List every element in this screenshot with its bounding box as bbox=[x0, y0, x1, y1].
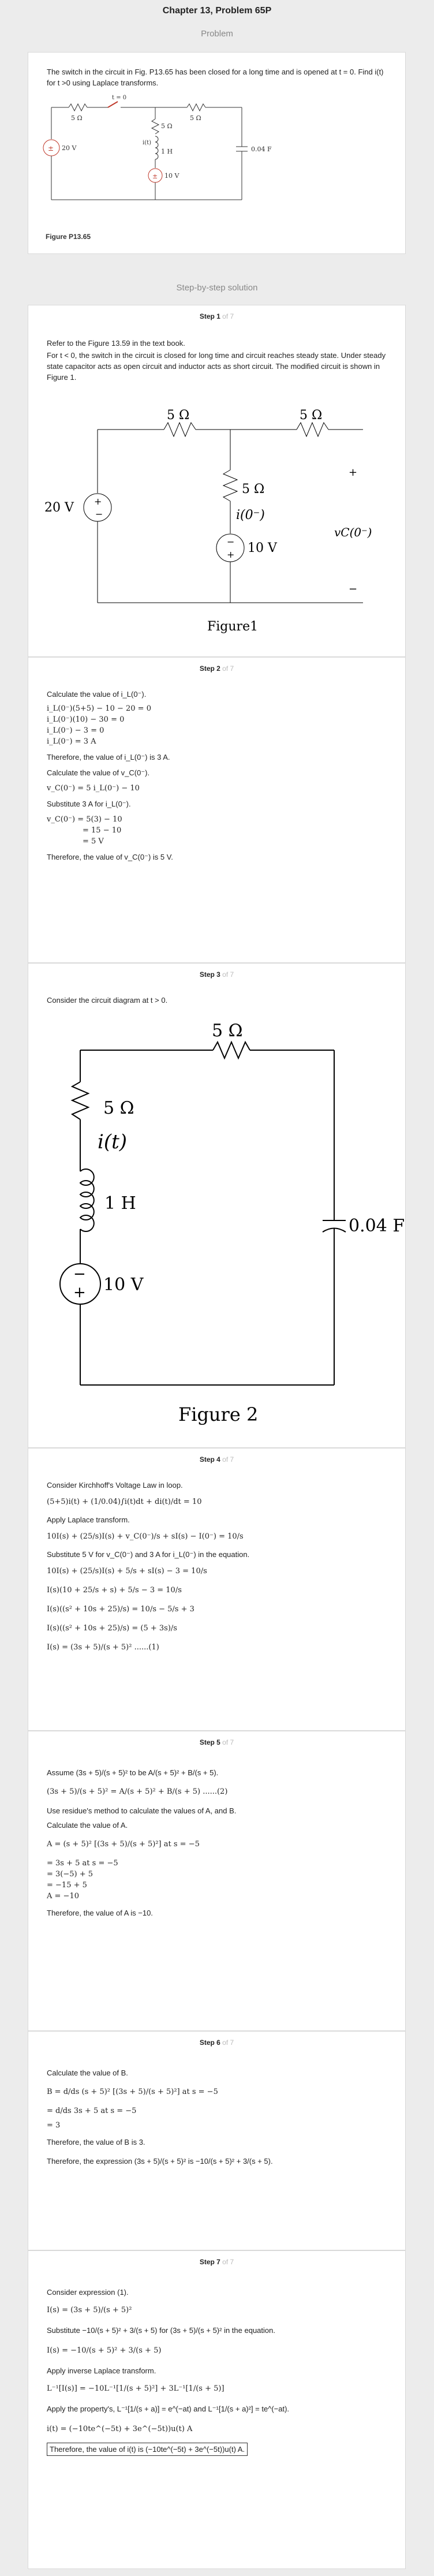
figure-label: Figure P13.65 bbox=[46, 233, 91, 241]
step-4-line: I(s)((s² + 10s + 25)/s) = 10/s − 5/s + 3 bbox=[47, 1605, 194, 1614]
step-4-line: Apply Laplace transform. bbox=[47, 1515, 130, 1524]
step-5-line: Use residue's method to calculate the values of A, and B. bbox=[47, 1806, 237, 1815]
fig2-it: i(t) bbox=[98, 1130, 128, 1153]
step-4-line: I(s)((s² + 10s + 25)/s) = (5 + 3s)/s bbox=[47, 1624, 177, 1633]
fig1-r1: 5 Ω bbox=[167, 408, 190, 423]
step-card-1 bbox=[28, 305, 406, 657]
src-label: 20 V bbox=[62, 144, 77, 152]
r3-label: 5 Ω bbox=[161, 122, 173, 130]
r2-label: 5 Ω bbox=[190, 114, 201, 122]
step-1-line: For t < 0, the switch in the circuit is closed for long time and circuit reaches steady state. Under steady state capacitor acts as open circuit and inductor acts as short circuit. The modified circuit is shown in Figure 1. bbox=[47, 351, 386, 382]
problem-circuit bbox=[46, 96, 288, 211]
step-4-line: 10I(s) + (25/s)I(s) + v_C(0⁻)/s + sI(s) − I(0⁻) = 10/s bbox=[47, 1532, 244, 1541]
fig2-r2: 5 Ω bbox=[103, 1098, 134, 1118]
step-7-line: i(t) = (−10te^(−5t) + 3e^(−5t))u(t) A bbox=[47, 2425, 193, 2433]
cap-label: 0.04 F bbox=[251, 145, 272, 153]
step-4-line: Substitute 5 V for v_C(0⁻) and 3 A for i_L(0⁻) in the equation. bbox=[47, 1550, 250, 1559]
switch-label: t = 0 bbox=[112, 95, 127, 101]
step-card-4 bbox=[28, 1448, 406, 1731]
step-5-line: A = (s + 5)² [(3s + 5)/(s + 5)²] at s = −5 bbox=[47, 1840, 200, 1849]
figure-2-circuit bbox=[40, 1016, 405, 1431]
step-6-line: Calculate the value of B. bbox=[47, 2069, 128, 2077]
step-6-line: = 3 bbox=[47, 2121, 61, 2130]
step-2-line: Therefore, the value of i_L(0⁻) is 3 A. bbox=[47, 753, 170, 761]
fig1-plus: + bbox=[349, 466, 358, 479]
step-2-line: i_L(0⁻) = 3 A bbox=[47, 737, 96, 746]
fig1-r3: 5 Ω bbox=[242, 482, 265, 496]
step-5-line: Assume (3s + 5)/(s + 5)² to be A/(s + 5)² + B/(s + 5). bbox=[47, 1768, 219, 1777]
step-7-line: Consider expression (1). bbox=[47, 2288, 129, 2297]
step-card-6 bbox=[28, 2031, 406, 2250]
step-7-line: L⁻¹[I(s)] = −10L⁻¹[1/(s + 5)²] + 3L⁻¹[1/(s + 5)] bbox=[47, 2384, 225, 2393]
step-4-line: I(s) = (3s + 5)/(s + 5)² ......(1) bbox=[47, 1643, 159, 1652]
step-6-line: = d/ds 3s + 5 at s = −5 bbox=[47, 2107, 137, 2115]
step-7-header: Step 7 of 7 bbox=[199, 2258, 234, 2266]
solution-heading: Step-by-step solution bbox=[176, 283, 258, 293]
step-5-line: = 3(−5) + 5 bbox=[47, 1870, 93, 1879]
step-card-5 bbox=[28, 1731, 406, 2031]
r1-label: 5 Ω bbox=[71, 114, 83, 122]
step-2-line: v_C(0⁻) = 5(3) − 10 bbox=[47, 815, 122, 824]
fig2-v10: 10 V bbox=[103, 1275, 144, 1295]
step-2-line: Calculate the value of v_C(0⁻). bbox=[47, 768, 150, 777]
step-2-line: Substitute 3 A for i_L(0⁻). bbox=[47, 800, 131, 808]
svg-text:±: ± bbox=[48, 144, 54, 152]
step-4-line: Consider Kirchhoff's Voltage Law in loop. bbox=[47, 1481, 183, 1489]
step-3-line: Consider the circuit diagram at t > 0. bbox=[47, 996, 168, 1005]
fig1-i0: i(0⁻) bbox=[236, 508, 265, 522]
step-5-header: Step 5 of 7 bbox=[199, 1738, 234, 1746]
step-4-line: 10I(s) + (25/s)I(s) + 5/s + sI(s) − 3 = 10/s bbox=[47, 1567, 207, 1576]
fig1-v10: 10 V bbox=[248, 541, 277, 555]
step-7-line: Substitute −10/(s + 5)² + 3/(s + 5) for (3s + 5)/(s + 5)² in the equation. bbox=[47, 2326, 275, 2335]
step-5-line: Therefore, the value of A is −10. bbox=[47, 1909, 153, 1917]
fig1-r2: 5 Ω bbox=[300, 408, 323, 423]
fig2-caption: Figure 2 bbox=[178, 1403, 259, 1425]
step-7-line: I(s) = (3s + 5)/(s + 5)² bbox=[47, 2306, 132, 2314]
step-5-line: = −15 + 5 bbox=[47, 1881, 87, 1890]
svg-text:±: ± bbox=[152, 173, 158, 180]
step-3-header: Step 3 of 7 bbox=[199, 970, 234, 979]
step-2-line: v_C(0⁻) = 5 i_L(0⁻) − 10 bbox=[47, 784, 140, 793]
step-2-line: i_L(0⁻)(5+5) − 10 − 20 = 0 bbox=[47, 704, 151, 713]
step-7-line: I(s) = −10/(s + 5)² + 3/(s + 5) bbox=[47, 2346, 162, 2355]
step-7-line: Apply inverse Laplace transform. bbox=[47, 2366, 156, 2375]
svg-text:+: + bbox=[227, 549, 235, 560]
step-card-7 bbox=[28, 2250, 406, 2569]
step-5-line: = 3s + 5 at s = −5 bbox=[47, 1859, 118, 1868]
final-answer: Therefore, the value of i(t) is (−10te^(−5t) + 3e^(−5t))u(t) A. bbox=[47, 2443, 387, 2456]
step-1-line: Refer to the Figure 13.59 in the text book. bbox=[47, 339, 185, 348]
step-5-line: Calculate the value of A. bbox=[47, 1821, 128, 1830]
step-card-2 bbox=[28, 657, 406, 963]
step-6-header: Step 6 of 7 bbox=[199, 2039, 234, 2047]
problem-heading: Problem bbox=[201, 29, 233, 39]
step-5-line: (3s + 5)/(s + 5)² = A/(s + 5)² + B/(s + 5) ......(2) bbox=[47, 1787, 228, 1796]
step-4-line: I(s)(10 + 25/s + s) + 5/s − 3 = 10/s bbox=[47, 1586, 182, 1595]
svg-text:−: − bbox=[227, 536, 235, 547]
fig1-minus: − bbox=[349, 583, 358, 595]
step-2-line: = 15 − 10 bbox=[83, 826, 122, 835]
fig2-ind: 1 H bbox=[104, 1193, 136, 1214]
step-5-line: A = −10 bbox=[47, 1892, 79, 1901]
step-6-line: Therefore, the expression (3s + 5)/(s + 5)² is −10/(s + 5)² + 3/(s + 5). bbox=[47, 2157, 273, 2166]
svg-text:+: + bbox=[94, 496, 102, 507]
figure-1-circuit bbox=[40, 406, 398, 649]
svg-text:−: − bbox=[73, 1265, 86, 1283]
it-label: i(t) bbox=[143, 140, 152, 146]
fig2-cap: 0.04 F bbox=[349, 1216, 405, 1236]
step-7-line: Apply the property's, L⁻¹[1/(s + a)] = e^(−at) and L⁻¹[1/(s + a)²] = te^(−at). bbox=[47, 2405, 290, 2413]
fig1-caption: Figure1 bbox=[207, 619, 259, 634]
step-2-line: i_L(0⁻) − 3 = 0 bbox=[47, 726, 104, 735]
step-card-3 bbox=[28, 963, 406, 1448]
step-2-line: = 5 V bbox=[83, 837, 104, 846]
problem-card bbox=[28, 52, 406, 254]
step-4-line: (5+5)i(t) + (1/0.04)∫i(t)dt + di(t)/dt = 10 bbox=[47, 1498, 202, 1506]
step-4-header: Step 4 of 7 bbox=[199, 1455, 234, 1464]
problem-text: The switch in the circuit in Fig. P13.65 has been closed for a long time and is opened at t = 0. Find i(t) for t >0 using Laplace transforms. bbox=[47, 68, 384, 87]
fig2-r1: 5 Ω bbox=[212, 1021, 243, 1041]
ind-label: 1 H bbox=[161, 148, 173, 155]
step-1-header: Step 1 of 7 bbox=[199, 312, 234, 320]
fig1-src: 20 V bbox=[44, 501, 74, 515]
step-2-header: Step 2 of 7 bbox=[199, 664, 234, 673]
step-2-line: Therefore, the value of v_C(0⁻) is 5 V. bbox=[47, 853, 173, 861]
page-title: Chapter 13, Problem 65P bbox=[162, 6, 272, 16]
step-6-line: B = d/ds (s + 5)² [(3s + 5)/(s + 5)²] at s = −5 bbox=[47, 2088, 218, 2096]
step-2-line: Calculate the value of i_L(0⁻). bbox=[47, 690, 147, 699]
svg-text:−: − bbox=[95, 509, 103, 520]
step-2-line: i_L(0⁻)(10) − 30 = 0 bbox=[47, 715, 125, 724]
step-6-line: Therefore, the value of B is 3. bbox=[47, 2138, 145, 2146]
svg-text:+: + bbox=[73, 1284, 86, 1301]
fig1-vc: vC(0⁻) bbox=[334, 525, 372, 539]
v10-label: 10 V bbox=[164, 172, 179, 180]
